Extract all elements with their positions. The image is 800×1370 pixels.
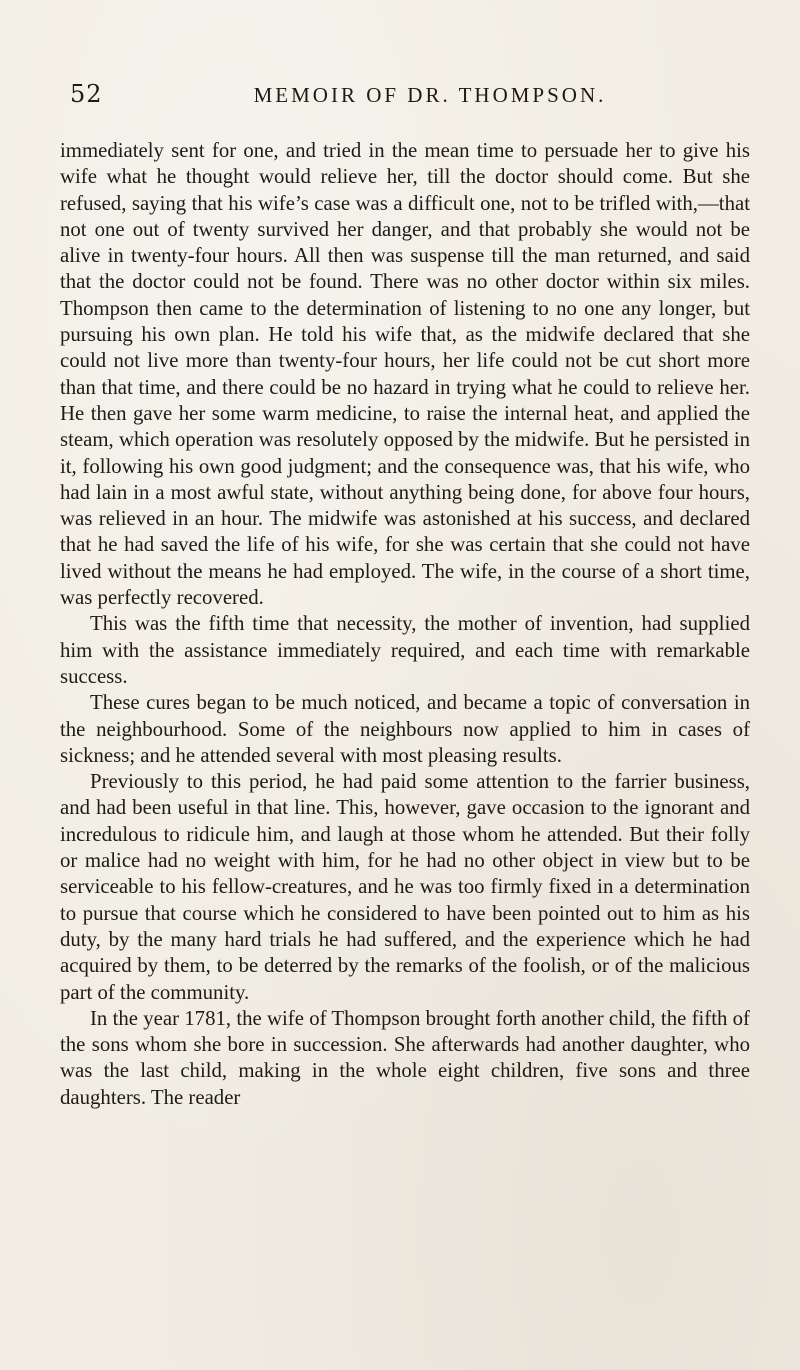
paragraph: This was the fifth time that necessity, the mother of invention, had supplied him with the assistance immediately required, and each time with remarkable success. <box>60 612 750 688</box>
page-number: 52 <box>70 80 103 108</box>
paragraph-continued: immediately sent for one, and tried in the mean time to persuade her to give his wife what he thought would relieve her, till the doctor should come. But she refused, saying that his wife’s case was a difficult one, not to be trifled with,—that not one out of twenty survived her danger, and that probably she would not be alive in twenty-four hours. All then was suspense till the man returned, and said that the doctor could not be found. There was no other doctor within six miles. Thompson then came to the determination of listening to no one any longer, but pursuing his own plan. He told his wife that, as the midwife declared that she could not live more than twenty-four hours, her life could not be cut short more than that time, and there could be no hazard in trying what he could to relieve her. He then gave her some warm medicine, to raise the internal heat, and applied the steam, which operation was resolutely opposed by the midwife. But he persisted in it, following his own good judgment; and the consequence was, that his wife, who had lain in a most awful state, without anything being done, for above four hours, was relieved in an hour. The midwife was astonished at his success, and declared that he had saved the life of his wife, for she was certain that she could not have lived without the means he had employed. The wife, in the course of a short time, was perfectly recovered. <box>60 139 750 610</box>
running-title: MEMOIR OF DR. THOMPSON. <box>253 83 607 107</box>
running-head <box>70 80 750 108</box>
paragraph: In the year 1781, the wife of Thompson brought forth another child, the fifth of the sons whom she bore in succession. She afterwards had another daughter, who was the last child, making in the whole eight children, five sons and three daughters. The reader <box>60 1006 750 1109</box>
body-text <box>60 138 750 1111</box>
paragraph: Previously to this period, he had paid some attention to the farrier business, and had been useful in that line. This, however, gave occasion to the ignorant and incredulous to ridicule him, and laugh at those whom he attended. But their folly or malice had no weight with him, for he had no other object in view but to be serviceable to his fellow-creatures, and he was too firmly fixed in a determination to pursue that course which he considered to have been pointed out to him as his duty, by the many hard trials he had suffered, and the experience which he had acquired by them, to be deterred by the remarks of the foolish, or of the malicious part of the community. <box>60 770 750 1004</box>
paragraph: These cures began to be much noticed, and became a topic of conversation in the neighbourhood. Some of the neighbours now applied to him in cases of sickness; and he attended several with most pleasing results. <box>60 691 750 767</box>
